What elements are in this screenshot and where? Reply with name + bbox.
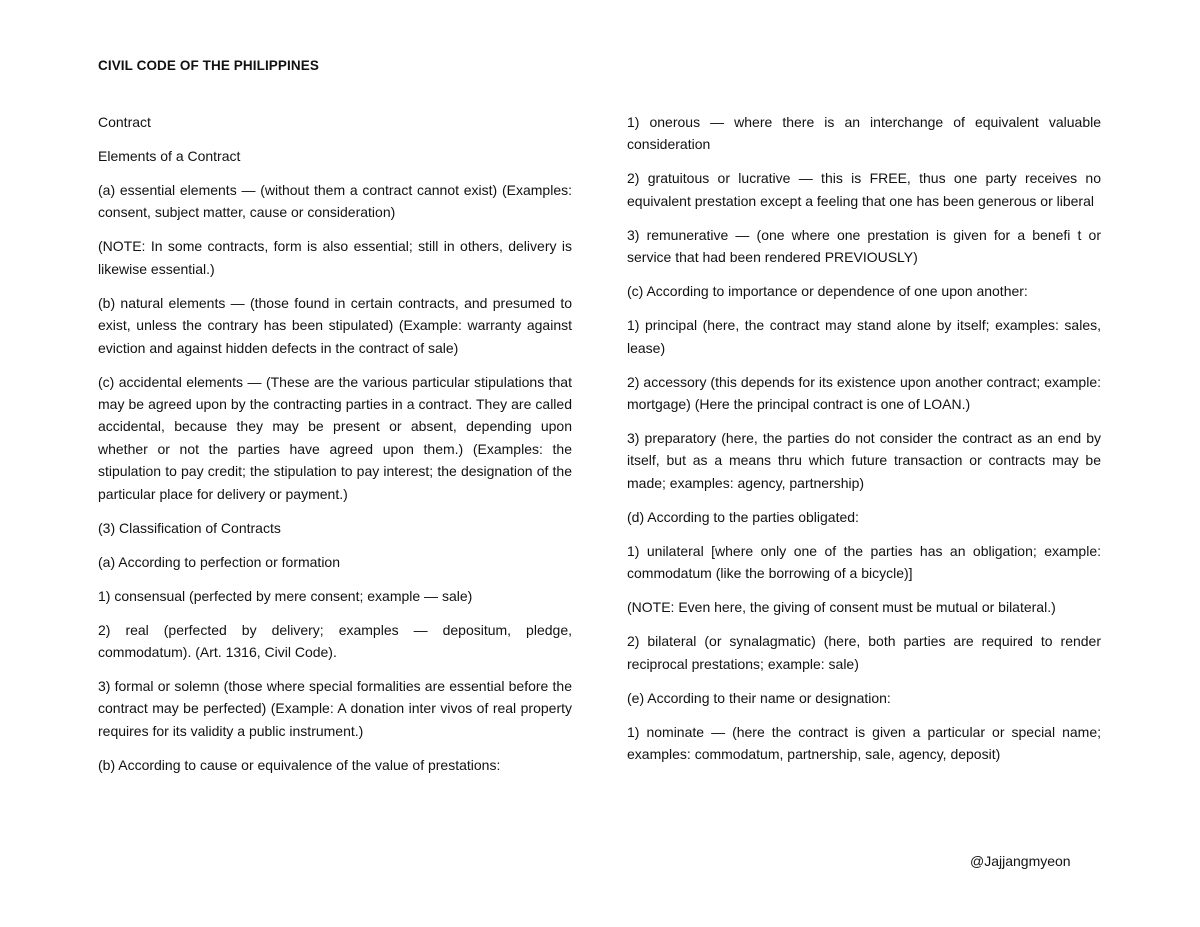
paragraph: (c) According to importance or dependence of one upon another: [627, 283, 1028, 300]
paragraph: (b) natural elements — (those found in certain contracts, and presumed to exist, unless the contrary has been stipulated) (Example: warranty against eviction and against hidden defects in the contract of sale) [98, 294, 572, 356]
paragraph: 3) formal or solemn (those where special formalities are essential before the contract may be perfected) (Example: A donation inter vivos of real property requires for its validity a public instrument.) [98, 678, 572, 739]
paragraph: (a) According to perfection or formation [98, 553, 341, 570]
paragraph: (NOTE: In some contracts, form is also essential; still in others, delivery is likewise essential.) [98, 238, 572, 277]
author-handle: @Jajjangmyeon [970, 853, 1071, 869]
paragraph: (NOTE: Even here, the giving of consent must be mutual or bilateral.) [627, 599, 1056, 616]
paragraph: 1) unilateral [where only one of the parties has an obligation; example: commodatum (like the borrowing of a bicycle)] [627, 542, 1101, 582]
paragraph: 1) consensual (perfected by mere consent; example — sale) [98, 587, 473, 604]
paragraph: Elements of a Contract [98, 148, 241, 164]
left-column [98, 111, 572, 788]
paragraph: 2) gratuitous or lucrative — this is FREE, thus one party receives no equivalent prestation except a feeling that one has been generous or liberal [627, 170, 1101, 209]
paragraph: (b) According to cause or equivalence of the value of prestations: [98, 756, 501, 773]
paragraph: (d) According to the parties obligated: [627, 508, 859, 525]
right-column [627, 111, 1101, 777]
paragraph: (c) accidental elements — (These are the various particular stipulations that may be agreed upon by the contracting parties in a contract. They are called accidental, because they may be present or absent, depending upon whether or not the parties have agreed upon them.) (Examples: the stipulation to pay credit; the stipulation to pay interest; the designation of the particular place for delivery or payment.) [98, 373, 572, 502]
paragraph: (e) According to their name or designation: [627, 689, 891, 706]
paragraph: 2) real (perfected by delivery; examples — depositum, pledge, commodatum). (Art. 1316, Civil Code). [98, 621, 572, 661]
paragraph: 2) bilateral (or synalagmatic) (here, both parties are required to render reciprocal prestations; example: sale) [627, 633, 1101, 672]
paragraph: 1) nominate — (here the contract is given a particular or special name; examples: commodatum, partnership, sale, agency, deposit) [627, 723, 1101, 763]
paragraph: 3) preparatory (here, the parties do not consider the contract as an end by itself, but as a means thru which future transaction or contracts may be made; examples: agency, partnership) [627, 430, 1101, 491]
paragraph: 3) remunerative — (one where one prestation is given for a benefi t or service that had been rendered PREVIOUSLY) [627, 226, 1101, 266]
paragraph: Contract [98, 114, 151, 130]
document-title: CIVIL CODE OF THE PHILIPPINES [98, 58, 319, 73]
paragraph: 1) principal (here, the contract may stand alone by itself; examples: sales, lease) [627, 317, 1101, 356]
paragraph: (3) Classification of Contracts [98, 519, 281, 536]
paragraph: 1) onerous — where there is an interchange of equivalent valuable consideration [627, 114, 1101, 153]
paragraph: 2) accessory (this depends for its existence upon another contract; example: mortgage) (Here the principal contract is one of LOAN.) [627, 373, 1101, 413]
paragraph: (a) essential elements — (without them a contract cannot exist) (Examples: consent, subject matter, cause or consideration) [98, 182, 572, 221]
